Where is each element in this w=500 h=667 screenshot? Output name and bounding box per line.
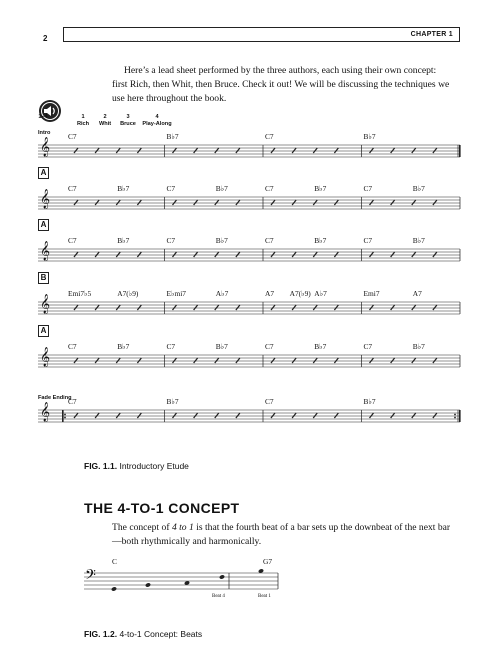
rhythm-slash (412, 305, 416, 310)
note-head (145, 582, 151, 587)
rhythm-slash (313, 252, 317, 257)
beat-label: Beat 1 (258, 594, 271, 599)
rhythm-slash (236, 358, 240, 363)
rhythm-slash (370, 200, 374, 205)
rehearsal-mark: B (38, 272, 49, 284)
chord-symbol: B♭7 (215, 236, 228, 245)
treble-clef-icon: 𝄞 (40, 189, 51, 209)
rhythm-slash (173, 200, 177, 205)
track-range: 1–4 (38, 114, 48, 120)
chord-symbol: C7 (68, 342, 77, 351)
chapter-header-bar (63, 27, 460, 42)
chord-symbol: B♭7 (363, 132, 376, 141)
rhythm-slash (412, 413, 416, 418)
note-head (258, 568, 264, 573)
rhythm-slash (194, 200, 198, 205)
chord-symbol: B♭7 (166, 397, 179, 406)
treble-clef-icon: 𝄞 (40, 294, 51, 314)
rhythm-slash (271, 413, 275, 418)
rehearsal-mark: A (38, 167, 49, 179)
final-barline (459, 145, 461, 157)
rhythm-slash (412, 148, 416, 153)
chord-symbol: B♭7 (412, 342, 425, 351)
section-heading: THE 4-TO-1 CONCEPT (84, 500, 240, 516)
chord-symbol: C7 (166, 236, 176, 245)
chord-symbol: B♭7 (215, 184, 228, 193)
rhythm-slash (433, 413, 437, 418)
rhythm-slash (292, 148, 296, 153)
bass-clef-icon: 𝄢 (85, 567, 96, 587)
repeat-start (62, 410, 64, 422)
chord-symbol: C7 (363, 236, 373, 245)
rhythm-slash (334, 358, 338, 363)
rhythm-slash (116, 413, 120, 418)
chord-symbol: C7 (68, 236, 77, 245)
rhythm-slash (236, 200, 240, 205)
rhythm-slash (194, 305, 198, 310)
rhythm-slash (137, 305, 141, 310)
chord-symbol: B♭7 (117, 342, 130, 351)
rhythm-slash (194, 252, 198, 257)
rhythm-slash (116, 305, 120, 310)
rhythm-slash (391, 148, 395, 153)
rhythm-slash (292, 358, 296, 363)
repeat-dot (454, 414, 456, 416)
rhythm-slash (74, 413, 78, 418)
chord-symbol: C7 (68, 397, 77, 406)
rhythm-slash (391, 305, 395, 310)
rhythm-slash (292, 200, 296, 205)
chord-symbol: Emi7♭5 (68, 289, 92, 298)
rehearsal-mark: A (38, 325, 49, 337)
rhythm-slash (173, 358, 177, 363)
rhythm-slash (236, 252, 240, 257)
rhythm-slash (334, 252, 338, 257)
chord-symbol: C7 (68, 132, 77, 141)
chord-symbol: C7 (265, 236, 274, 245)
rhythm-slash (137, 200, 141, 205)
rhythm-slash (215, 305, 219, 310)
rhythm-slash (370, 358, 374, 363)
concept-paragraph: The concept of 4 to 1 is that the fourth beat of a bar sets up the downbeat of the next bar—both rhythmically and harmonically. (112, 522, 451, 547)
rhythm-slash (412, 252, 416, 257)
rhythm-slash (334, 305, 338, 310)
rhythm-slash (137, 358, 141, 363)
rhythm-slash (334, 148, 338, 153)
rhythm-slash (116, 252, 120, 257)
chord-symbol: B♭7 (314, 184, 327, 193)
chord-symbol: A♭7 (314, 289, 327, 298)
chord-symbol: C (112, 557, 117, 566)
final-barline (459, 410, 461, 422)
rhythm-slash (95, 200, 99, 205)
rehearsal-mark: A (38, 219, 49, 231)
rhythm-slash (433, 305, 437, 310)
track-4[interactable]: 4 Play-Along (142, 114, 172, 127)
rhythm-slash (370, 413, 374, 418)
rhythm-slash (116, 148, 120, 153)
rhythm-slash (313, 148, 317, 153)
rhythm-slash (74, 305, 78, 310)
rhythm-slash (292, 252, 296, 257)
rhythm-slash (137, 252, 141, 257)
rhythm-slash (271, 148, 275, 153)
rhythm-slash (137, 148, 141, 153)
rhythm-slash (74, 358, 78, 363)
page-number: 2 (43, 34, 48, 43)
chord-symbol: C7 (363, 184, 373, 193)
rhythm-slash (215, 413, 219, 418)
chord-symbol: C7 (265, 397, 274, 406)
chord-symbol: B♭7 (117, 236, 130, 245)
chord-symbol: C7 (363, 342, 373, 351)
treble-clef-icon: 𝄞 (40, 137, 51, 157)
figure-2-caption: FIG. 1.2. 4-to-1 Concept: Beats (84, 629, 203, 639)
rhythm-slash (173, 252, 177, 257)
chord-symbol: B♭7 (412, 184, 425, 193)
rhythm-slash (74, 252, 78, 257)
rhythm-slash (215, 148, 219, 153)
rhythm-slash (95, 252, 99, 257)
rhythm-slash (433, 200, 437, 205)
chord-symbol: C7 (265, 132, 274, 141)
rhythm-slash (194, 358, 198, 363)
rhythm-slash (433, 148, 437, 153)
chord-symbol: G7 (263, 557, 273, 566)
rhythm-slash (313, 305, 317, 310)
rhythm-slash (137, 413, 141, 418)
chord-symbol: C7 (166, 342, 176, 351)
chord-symbol: C7 (265, 184, 274, 193)
rhythm-slash (313, 413, 317, 418)
rhythm-slash (74, 200, 78, 205)
rhythm-slash (433, 252, 437, 257)
rhythm-slash (334, 200, 338, 205)
treble-clef-icon: 𝄞 (40, 347, 51, 367)
treble-clef-icon: 𝄞 (40, 241, 51, 261)
rhythm-slash (74, 148, 78, 153)
rhythm-slash (433, 358, 437, 363)
chord-symbol: B♭7 (166, 132, 179, 141)
chord-symbol: B♭7 (412, 236, 425, 245)
chord-symbol: Emi7 (363, 289, 380, 298)
rhythm-slash (95, 358, 99, 363)
rhythm-slash (116, 200, 120, 205)
track-1[interactable]: 1 Rich (76, 114, 90, 127)
section-label: Fade Ending (38, 395, 72, 401)
figure-1-caption: FIG. 1.1. Introductory Etude (84, 461, 189, 471)
rhythm-slash (95, 413, 99, 418)
chord-symbol: B♭7 (363, 397, 376, 406)
rhythm-slash (271, 252, 275, 257)
note-head (184, 580, 190, 585)
track-2[interactable]: 2 Whit (98, 114, 112, 127)
rhythm-slash (391, 413, 395, 418)
note-head (219, 574, 225, 579)
rhythm-slash (194, 413, 198, 418)
note-head (111, 586, 117, 591)
rhythm-slash (173, 413, 177, 418)
rhythm-slash (215, 252, 219, 257)
chord-symbol: C7 (265, 342, 274, 351)
repeat-dot (64, 417, 66, 419)
chord-symbol: A7 (265, 289, 275, 298)
rhythm-slash (95, 305, 99, 310)
chord-symbol: A7 (412, 289, 422, 298)
rhythm-slash (236, 148, 240, 153)
rhythm-slash (313, 200, 317, 205)
rhythm-slash (194, 148, 198, 153)
rhythm-slash (370, 148, 374, 153)
chord-symbol: B♭7 (117, 184, 130, 193)
section-label: Intro (38, 130, 51, 136)
chord-symbol: B♭7 (314, 236, 327, 245)
beat-label: Beat 4 (212, 594, 225, 599)
rhythm-slash (391, 200, 395, 205)
repeat-dot (64, 414, 66, 416)
rhythm-slash (173, 305, 177, 310)
chord-symbol: A♭7 (215, 289, 229, 298)
rhythm-slash (313, 358, 317, 363)
chord-symbol: A7(♭9) (117, 289, 139, 298)
rhythm-slash (370, 252, 374, 257)
rhythm-slash (271, 358, 275, 363)
rhythm-slash (215, 200, 219, 205)
rhythm-slash (236, 305, 240, 310)
intro-paragraph: Here’s a lead sheet performed by the three authors, each using their own concept: first Rich, then Whit, then Bruce. Check it out! We will be discussing the techniques we use here throughout the book. (112, 65, 450, 104)
rhythm-slash (271, 305, 275, 310)
rhythm-slash (95, 148, 99, 153)
track-3[interactable]: 3 Bruce (120, 114, 136, 127)
chord-symbol: C7 (166, 184, 176, 193)
rhythm-slash (412, 358, 416, 363)
chord-symbol: A7(♭9) (289, 289, 311, 298)
rhythm-slash (391, 358, 395, 363)
treble-clef-icon: 𝄞 (40, 402, 51, 422)
chord-symbol: B♭7 (314, 342, 327, 351)
rhythm-slash (236, 413, 240, 418)
rhythm-slash (292, 305, 296, 310)
rhythm-slash (334, 413, 338, 418)
rhythm-slash (173, 148, 177, 153)
repeat-dot (454, 417, 456, 419)
rhythm-slash (292, 413, 296, 418)
rhythm-slash (391, 252, 395, 257)
rhythm-slash (215, 358, 219, 363)
chord-symbol: B♭7 (215, 342, 228, 351)
rhythm-slash (370, 305, 374, 310)
chord-symbol: C7 (68, 184, 77, 193)
chapter-label: CHAPTER 1 (410, 31, 453, 38)
rhythm-slash (271, 200, 275, 205)
rhythm-slash (116, 358, 120, 363)
rhythm-slash (412, 200, 416, 205)
chord-symbol: E♭mi7 (166, 289, 186, 298)
